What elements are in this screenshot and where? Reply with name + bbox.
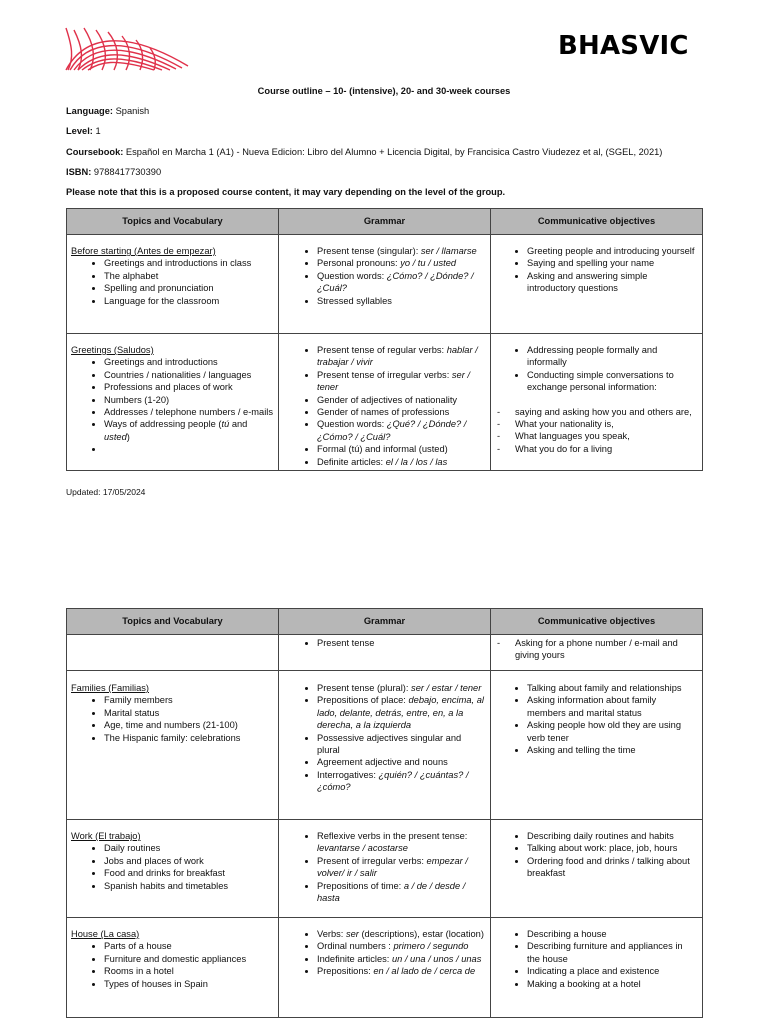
list-item: • Definite articles: el / la / los / las <box>317 456 485 468</box>
list-item: • The alphabet <box>104 270 273 282</box>
list-item: • Parts of a house <box>104 940 273 952</box>
grammar-list <box>283 637 485 649</box>
list-item: • Present tense of regular verbs: hablar / trabajar / vivir <box>317 344 485 369</box>
table-row <box>67 334 703 471</box>
table-row <box>67 635 703 671</box>
communicative-list <box>495 245 697 295</box>
updated-date: Updated: 17/05/2024 <box>66 487 146 497</box>
list-item: • Asking and telling the time <box>527 744 697 756</box>
grammar-list <box>283 245 485 307</box>
list-item: • Types of houses in Spain <box>104 978 273 990</box>
grammar-list <box>283 344 485 468</box>
language-line <box>66 106 149 116</box>
table-row <box>67 918 703 1018</box>
list-item: • Professions and places of work <box>104 381 273 393</box>
list-item: • Present tense (plural): ser / estar / tener <box>317 682 485 694</box>
list-item: • Saying and spelling your name <box>527 257 697 269</box>
level-line <box>66 126 101 136</box>
list-item: • Marital status <box>104 707 273 719</box>
list-item: • Prepositions of time: a / de / desde / hasta <box>317 880 485 905</box>
header-grammar: Grammar <box>279 609 491 635</box>
grammar-list <box>283 682 485 794</box>
list-item: • Ordinal numbers : primero / segundo <box>317 940 485 952</box>
table-row <box>67 671 703 820</box>
list-item: • Question words: ¿Cómo? / ¿Dónde? / ¿Cuál? <box>317 270 485 295</box>
list-item: - Asking for a phone number / e-mail and giving yours <box>515 637 697 662</box>
list-item: • Present tense <box>317 637 485 649</box>
coursebook-line <box>66 147 662 157</box>
list-item: • Jobs and places of work <box>104 855 273 867</box>
list-item: • Describing furniture and appliances in the house <box>527 940 697 965</box>
header-communicative: Communicative objectives <box>491 609 703 635</box>
language-label: Language: <box>66 106 114 116</box>
list-item: - What your nationality is, <box>515 418 697 430</box>
header-grammar: Grammar <box>279 209 491 235</box>
table-row <box>67 820 703 918</box>
header-communicative: Communicative objectives <box>491 209 703 235</box>
communicative-list <box>495 928 697 990</box>
list-item: • Interrogatives: ¿quién? / ¿cuántas? / ¿cómo? <box>317 769 485 794</box>
list-item: • Greetings and introductions in class <box>104 257 273 269</box>
level-label: Level: <box>66 126 93 136</box>
list-item: • Asking people how old they are using verb tener <box>527 719 697 744</box>
list-item: • Addresses / telephone numbers / e-mails <box>104 406 273 418</box>
list-item: • Reflexive verbs in the present tense: levantarse / acostarse <box>317 830 485 855</box>
list-item: • Formal (tú) and informal (usted) <box>317 443 485 455</box>
grammar-list <box>283 830 485 904</box>
brand-name: BHASVIC <box>558 31 689 61</box>
list-item: • Indicating a place and existence <box>527 965 697 977</box>
table-row <box>67 235 703 334</box>
list-item: • Greeting people and introducing yourself <box>527 245 697 257</box>
topic-list <box>71 694 273 744</box>
list-item: • Talking about family and relationships <box>527 682 697 694</box>
topic-title: House (La casa) <box>71 929 140 939</box>
list-item: • Stressed syllables <box>317 295 485 307</box>
topic-list <box>71 356 273 455</box>
topic-title: Work (El trabajo) <box>71 831 141 841</box>
list-item: • Spanish habits and timetables <box>104 880 273 892</box>
list-item: • Verbs: ser (descriptions), estar (location) <box>317 928 485 940</box>
list-item: - What languages you speak, <box>515 430 697 442</box>
topic-list <box>71 257 273 307</box>
list-item: • Describing a house <box>527 928 697 940</box>
document-title: Course outline – 10- (intensive), 20- and 30-week courses <box>257 86 511 96</box>
isbn-line <box>66 167 161 177</box>
bhasvic-logo <box>64 26 190 72</box>
list-item: • Present tense of irregular verbs: ser / tener <box>317 369 485 394</box>
list-item: • Conducting simple conversations to exchange personal information: <box>527 369 697 394</box>
header-topics: Topics and Vocabulary <box>67 609 279 635</box>
list-item: • Spelling and pronunciation <box>104 282 273 294</box>
language-value: Spanish <box>113 106 150 116</box>
list-item: • Prepositions: en / al lado de / cerca de <box>317 965 485 977</box>
communicative-sublist <box>495 637 697 662</box>
list-item: • Prepositions of place: debajo, encima, al lado, delante, detrás, entre, en, a la derecha, a la izquierda <box>317 694 485 731</box>
disclaimer-note: Please note that this is a proposed course content, it may vary depending on the level of the group. <box>66 187 506 197</box>
list-item: • Present tense (singular): ser / llamarse <box>317 245 485 257</box>
list-item: • Furniture and domestic appliances <box>104 953 273 965</box>
list-item: • Talking about work: place, job, hours <box>527 842 697 854</box>
list-item: • Food and drinks for breakfast <box>104 867 273 879</box>
list-item: • Possessive adjectives singular and plural <box>317 732 485 757</box>
topic-list <box>71 842 273 892</box>
course-table-1 <box>66 208 703 471</box>
list-item: • Countries / nationalities / languages <box>104 369 273 381</box>
list-item: • Asking and answering simple introductory questions <box>527 270 697 295</box>
list-item: • Asking information about family members and marital status <box>527 694 697 719</box>
topic-list <box>71 940 273 990</box>
communicative-list <box>495 344 697 394</box>
list-item-empty <box>104 443 273 455</box>
coursebook-label: Coursebook: <box>66 147 124 157</box>
topic-title: Before starting (Antes de empezar) <box>71 246 216 256</box>
list-item: • Daily routines <box>104 842 273 854</box>
communicative-sublist <box>495 406 697 456</box>
list-item: • Agreement adjective and nouns <box>317 756 485 768</box>
list-item: • Greetings and introductions <box>104 356 273 368</box>
list-item: • Numbers (1-20) <box>104 394 273 406</box>
list-item: • Indefinite articles: un / una / unos / unas <box>317 953 485 965</box>
list-item: • Rooms in a hotel <box>104 965 273 977</box>
grammar-list <box>283 928 485 978</box>
list-item: • The Hispanic family: celebrations <box>104 732 273 744</box>
list-item: - saying and asking how you and others are, <box>515 406 697 418</box>
list-item: • Gender of names of professions <box>317 406 485 418</box>
isbn-label: ISBN: <box>66 167 92 177</box>
list-item: • Present of irregular verbs: empezar / volver/ ir / salir <box>317 855 485 880</box>
list-item: • Making a booking at a hotel <box>527 978 697 990</box>
topic-title: Families (Familias) <box>71 683 149 693</box>
list-item: • Question words: ¿Qué? / ¿Dónde? / ¿Cómo? / ¿Cuál? <box>317 418 485 443</box>
isbn-value: 9788417730390 <box>91 167 162 177</box>
course-table-2 <box>66 608 703 1018</box>
list-item: • Family members <box>104 694 273 706</box>
topic-title: Greetings (Saludos) <box>71 345 154 355</box>
list-item: • Age, time and numbers (21-100) <box>104 719 273 731</box>
list-item: • Personal pronouns: yo / tu / usted <box>317 257 485 269</box>
list-item: • Ordering food and drinks / talking about breakfast <box>527 855 697 880</box>
list-item: • Ways of addressing people (tú and usted) <box>104 418 273 443</box>
list-item: • Language for the classroom <box>104 295 273 307</box>
header-topics: Topics and Vocabulary <box>67 209 279 235</box>
communicative-list <box>495 682 697 756</box>
coursebook-value: Español en Marcha 1 (A1) - Nueva Edicion: Libro del Alumno + Licencia Digital, by Francisica Castro Viudezez et al, (SGEL, 2021) <box>123 147 663 157</box>
communicative-list <box>495 830 697 880</box>
list-item: • Addressing people formally and informally <box>527 344 697 369</box>
list-item: • Describing daily routines and habits <box>527 830 697 842</box>
list-item: • Gender of adjectives of nationality <box>317 394 485 406</box>
level-value: 1 <box>92 126 101 136</box>
list-item: - What you do for a living <box>515 443 697 455</box>
